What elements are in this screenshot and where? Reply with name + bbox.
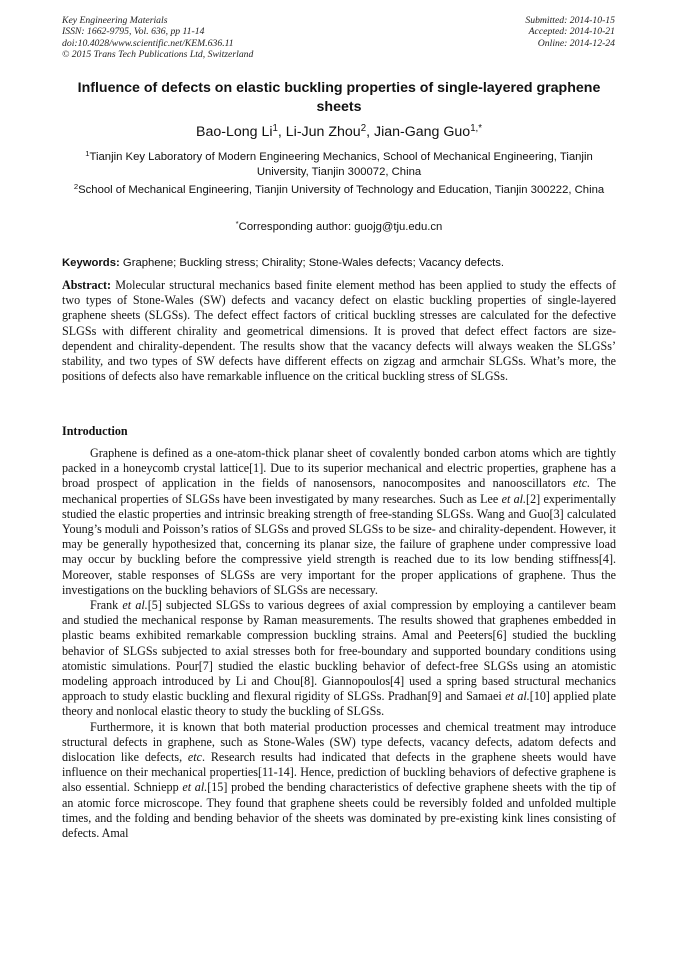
journal-header [62, 15, 253, 60]
text-run: [15] probed the bending characteristics of defective graphene sheets with the tip of an atomic force microscope. They found that graphene sheets could be reversibly folded and unfolded multiple times, and the folding and bending behavior of the sheets was dominated by pre-existing kink lines consisting of defects. Amal [62, 780, 616, 841]
text-run: Furthermore, it is known that both material production processes and chemical treatment may introduce structural defects in graphene, such as Stone-Wales (SW) type defects, vacancy defects, adatom defects and dislocation like defects, [62, 719, 616, 765]
corresponding-author [62, 220, 616, 235]
dates-header [525, 15, 615, 49]
doi-line: doi:10.4028/www.scientific.net/KEM.636.11 [62, 37, 234, 49]
paragraph [62, 720, 616, 842]
italic-run: etc [187, 750, 203, 765]
text-run: [5] subjected SLGSs to various degrees of axial compression by employing a cantilever beam and studied the mechanical response by Raman measurements. The results showed that graphenes embedded in plastic beams exhibited remarkable compression buckling strains. Amal and Peeters[6] studied the buckling behavior of SLGSs subjected to axial stresses both for free-boundary and supported boundary conditions using atomistic simulations. Pour[7] studied the elastic buckling behavior of defect-free SLGSs using an atomistic modeling approach introduced by Li and Chou[8]. Giannopoulos[4] used a spring based structural mechanics approach to study elastic buckling and flexural rigidity of SLGSs. Pradhan[9] and Samaei [62, 598, 616, 704]
author [286, 124, 374, 140]
author-separator: , [277, 124, 286, 140]
author-list [62, 123, 616, 141]
abstract-text: Molecular structural mechanics based finite element method has been applied to study the effects of two types of Stone-Wales (SW) defects and vacancy defect on elastic buckling properties of single-layered graphene sheets (SLGSs). The defect effect factors of critical buckling stresses are calculated for the defective SLGSs with different chirality and geometrical dimensions. It is proved that defect effect factors are size-dependent and chirality-dependent. The results show that the vacancy defects will always weaken the SLGSs’ stability, and two types of SW defects have different effects on zigzag and armchair SLGSs. What’s more, the positions of defects also have remarkable influence on the critical buckling stress of SLGSs. [62, 278, 616, 384]
paragraph [62, 446, 616, 598]
affiliation-mark: 1 [85, 149, 90, 159]
section-heading-introduction: Introduction [62, 424, 128, 438]
author-name: Jian-Gang Guo [373, 124, 471, 140]
italic-run: et al. [122, 598, 148, 613]
text-run: [2] experimentally studied the elastic properties and intrinsic breaking strength of free-standing SLGSs. Wang and Guo[3] calculated Young’s moduli and Poisson’s ratios of SLGSs and proved SLGSs to be size- and chirality-dependent. However, it may be generally hypothesized that, concerning its planar size, the failure of graphene under compressive load may occur by buckling before the compressive yield strength is reached due to its low bending stiffness[4]. Moreover, stable responses of SLGSs are very important for the proper applications of graphene. Thus the investigations on the buckling behaviors of SLGSs are necessary. [62, 491, 616, 597]
author-affiliation-mark: 1 [272, 123, 278, 135]
italic-run: et al. [505, 689, 530, 704]
affiliation-text: School of Mechanical Engineering, Tianjin University of Technology and Education, Tianjin 300222, China [78, 184, 605, 196]
italic-run: etc. [573, 476, 591, 491]
affiliation-text: Tianjin Key Laboratory of Modern Engineering Mechanics, School of Mechanical Engineering, Tianjin University, Tianjin 300072, China [89, 151, 593, 179]
text-run: The mechanical properties of SLGSs have been investigated by many researches. Such as Lee [62, 476, 616, 506]
affiliation-mark: 2 [73, 182, 79, 192]
author [374, 124, 482, 140]
journal-name: Key Engineering Materials [62, 15, 168, 26]
corresponding-mark: * [235, 219, 239, 229]
text-run: [10] applied plate theory and nonlocal elastic theory to study the buckling of SLGSs. [62, 689, 616, 719]
submitted-date: Submitted: 2014-10-15 [525, 15, 615, 26]
affiliation-1 [62, 150, 616, 181]
abstract-label: Abstract: [62, 278, 112, 292]
author-separator: , [366, 124, 374, 140]
author [196, 124, 286, 140]
author-name: Bao-Long Li [196, 124, 273, 140]
text-run: Frank [90, 598, 123, 613]
italic-run: et al. [182, 780, 208, 795]
copyright-line: © 2015 Trans Tech Publications Ltd, Switzerland [62, 48, 254, 60]
issn-line: ISSN: 1662-9795, Vol. 636, pp 11-14 [62, 26, 205, 38]
text-run: . Research results had indicated that defects in the graphene sheets would have influence on their mechanical properties[11-14]. Hence, prediction of buckling behaviors of defective graphene is also essential. Schniepp [62, 750, 616, 795]
keywords-text: Graphene; Buckling stress; Chirality; Stone-Wales defects; Vacancy defects. [119, 257, 505, 269]
paragraph [62, 598, 616, 720]
online-date: Online: 2014-12-24 [537, 37, 615, 49]
affiliation-2 [62, 183, 616, 198]
keywords-label: Keywords: [62, 257, 120, 269]
author-affiliation-mark: 2 [360, 123, 367, 135]
corresponding-text: Corresponding author: guojg@tju.edu.cn [238, 221, 443, 233]
accepted-date: Accepted: 2014-10-21 [528, 26, 615, 38]
author-name: Li-Jun Zhou [285, 124, 361, 140]
introduction-body [62, 446, 616, 841]
keywords [62, 256, 616, 271]
text-run: Graphene is defined as a one-atom-thick planar sheet of covalently bonded carbon atoms which are tightly packed in a honeycomb crystal lattice[1]. Due to its superior mechanical and electric properties, graphene has a broad prospect of application in the fields of nanosensors, nanocomposites and nanooscillators [62, 446, 616, 491]
abstract [62, 278, 616, 384]
author-affiliation-mark: 1,* [470, 123, 482, 135]
paper-title: Influence of defects on elastic buckling properties of single-layered graphene sheets [77, 80, 601, 115]
italic-run: et al. [501, 491, 527, 506]
